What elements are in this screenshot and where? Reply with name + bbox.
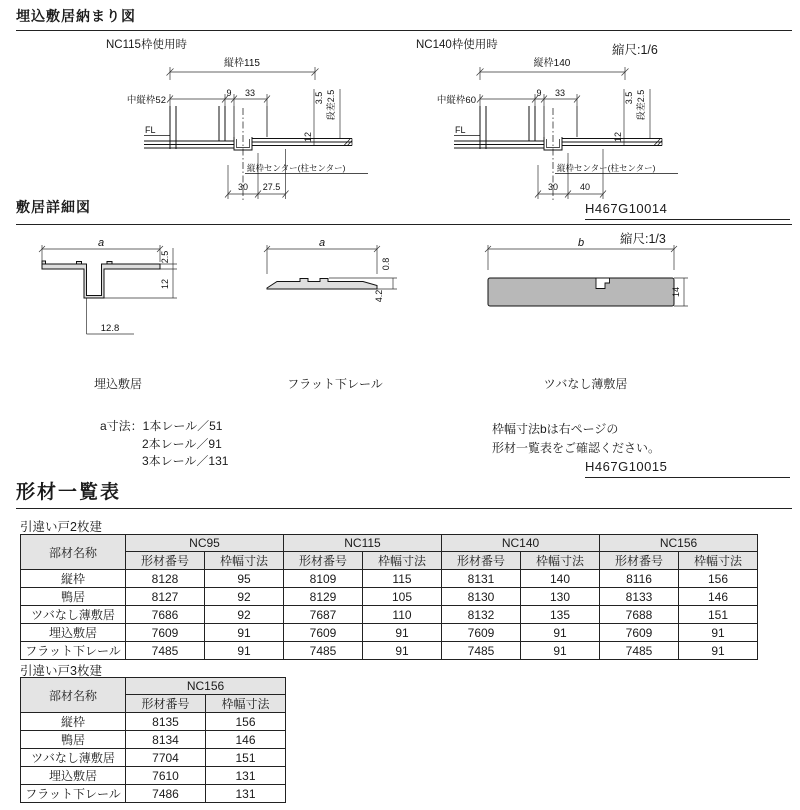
frame-width-cell: 91 [205,642,284,660]
section2-title: 敷居詳細図 [16,199,91,215]
header-group-nc115: NC115 [284,535,442,552]
dim-2-5: 2.5 [160,250,170,264]
section1-title: 埋込敷居納まり図 [16,8,136,24]
header-group-nc156: NC156 [126,678,286,695]
fl-label: FL [145,125,156,135]
part-name-cell: ツバなし薄敷居 [21,749,126,767]
table-row [21,785,286,803]
rail-dimension-notes [100,418,228,471]
profile-shape [488,278,674,306]
frame-width-cell: 130 [521,588,600,606]
profile-no-cell: 8130 [442,588,521,606]
dim-9: 9 [536,88,542,98]
table2-caption: 引違い戸3枚建 [20,664,102,678]
part-name-cell: フラット下レール [21,642,126,660]
dim-30: 30 [237,182,249,192]
profile-no-cell: 7485 [284,642,363,660]
profile-table-3panel [20,677,286,803]
dim-mid-frame: 中縦枠60 [436,95,476,106]
part-name-cell: 埋込敷居 [21,767,126,785]
dim-right: 40 [579,182,591,192]
subheader-frame-width: 枠幅寸法 [206,695,286,713]
subheader-profile-no: 形材番号 [284,552,363,570]
section3-divider [16,508,792,509]
frame-width-cell: 91 [205,624,284,642]
doc-code-2: H467G10015 [585,459,790,478]
dim-frame-width: 縦枠140 [533,58,571,69]
dim-frame-width: 縦枠115 [224,58,260,69]
dim-12: 12 [613,131,623,143]
profile-no-cell: 7610 [126,767,206,785]
profile-shape [267,279,377,290]
table-row [21,624,758,642]
profile-no-cell: 7704 [126,749,206,767]
frame-width-cell: 146 [679,588,758,606]
thin-sill-drawing [478,234,693,362]
section2-divider [16,224,792,225]
subheader-profile-no: 形材番号 [126,695,206,713]
frame-width-cell: 131 [206,785,286,803]
profile-no-cell: 7609 [284,624,363,642]
header-group-nc95: NC95 [126,535,284,552]
dimension-lines [167,67,341,199]
note-line: 枠幅寸法bは右ページの [492,422,619,436]
dim-step: 段差2.5 [326,89,336,121]
header-group-nc140: NC140 [442,535,600,552]
part-name-cell: 縦枠 [21,713,126,731]
frame-width-cell: 156 [206,713,286,731]
frame-width-cell: 105 [363,588,442,606]
frame-width-cell: 151 [206,749,286,767]
part-name-cell: 鴨居 [21,588,126,606]
frame-width-cell: 92 [205,606,284,624]
subheader-frame-width: 枠幅寸法 [679,552,758,570]
profile-shape [42,261,160,298]
detail-thin-sill [478,234,693,392]
dim-12: 12 [160,278,170,290]
dim-9: 9 [226,88,232,98]
profile-no-cell: 8135 [126,713,206,731]
note-line: 2本レール／91 [142,436,222,451]
profile-no-cell: 7485 [126,642,205,660]
subheader-profile-no: 形材番号 [126,552,205,570]
dim-12: 12 [303,131,313,143]
part-name-cell: 縦枠 [21,570,126,588]
note-line: a寸法：1本レール／51 [100,419,223,433]
table-row [21,570,758,588]
frame-width-cell: 91 [363,642,442,660]
profile-no-cell: 7686 [126,606,205,624]
dim-30: 30 [547,182,559,192]
profile-no-cell: 8127 [126,588,205,606]
profile-no-cell: 8132 [442,606,521,624]
dim-step: 段差2.5 [636,89,646,121]
flat-rail-drawing [255,234,415,362]
frame-width-cell: 115 [363,570,442,588]
profile-no-cell: 7688 [600,606,679,624]
frame-width-cell: 135 [521,606,600,624]
profile-no-cell: 7485 [600,642,679,660]
table1-caption: 引違い戸2枚建 [20,520,102,534]
profile-no-cell: 8128 [126,570,205,588]
table-row [21,767,286,785]
profile-no-cell: 8116 [600,570,679,588]
table-row [21,588,758,606]
center-label: 縦枠センター(柱センター) [247,163,346,173]
section3-title: 形材一覧表 [16,482,122,503]
detail-flat-rail [255,234,415,392]
table-row [21,749,286,767]
profile-table-2panel [20,534,758,660]
dim-33: 33 [554,88,566,98]
dim-0-8: 0.8 [381,257,391,271]
frame-width-cell: 110 [363,606,442,624]
dimension-lines [477,67,651,199]
table-row [21,713,286,731]
profile-no-cell: 8129 [284,588,363,606]
profile-no-cell: 7687 [284,606,363,624]
installation-drawing-nc140 [410,53,710,205]
dim-12-8: 12.8 [100,323,120,334]
installation-drawing-nc115 [100,53,400,205]
frame-width-cell: 91 [679,624,758,642]
profile-no-cell: 7485 [442,642,521,660]
frame-width-cell: 140 [521,570,600,588]
dim-mid-frame: 中縦枠52 [126,95,166,106]
part-name-cell: フラット下レール [21,785,126,803]
dim-b: b [577,237,585,249]
table-row [21,606,758,624]
doc-code-1: H467G10014 [585,201,790,220]
profile-no-cell: 7609 [442,624,521,642]
subheader-frame-width: 枠幅寸法 [521,552,600,570]
installation-diagram-nc115 [100,36,400,210]
profile-no-cell: 8131 [442,570,521,588]
detail-caption-embedded-sill: 埋込敷居 [93,377,142,391]
scale-note-1: 縮尺:1/6 [612,43,658,57]
frame-width-note [492,420,660,458]
dim-right: 27.5 [262,182,281,192]
dim-14: 14 [671,286,681,298]
detail-caption-thin-sill: ツバなし薄敷居 [543,377,628,391]
scale-note-2: 縮尺:1/3 [620,232,666,246]
profile-no-cell: 8133 [600,588,679,606]
frame-width-cell: 146 [206,731,286,749]
frame-width-cell: 156 [679,570,758,588]
section1-divider [16,30,792,31]
diagram-nc115-title: NC115枠使用時 [106,39,187,51]
frame-width-cell: 151 [679,606,758,624]
frame-width-cell: 131 [206,767,286,785]
subheader-frame-width: 枠幅寸法 [363,552,442,570]
frame-width-cell: 91 [679,642,758,660]
note-line: 3本レール／131 [142,454,229,468]
subheader-profile-no: 形材番号 [442,552,521,570]
diagram-nc140-title: NC140枠使用時 [416,39,498,51]
profile-no-cell: 8134 [126,731,206,749]
subheader-frame-width: 枠幅寸法 [205,552,284,570]
table-row [21,731,286,749]
part-name-cell: 鴨居 [21,731,126,749]
dim-33: 33 [244,88,256,98]
dim-3-5: 3.5 [624,91,634,105]
dim-a: a [318,237,326,249]
installation-diagram-nc140 [410,36,710,210]
profile-no-cell: 7486 [126,785,206,803]
profile-no-cell: 8109 [284,570,363,588]
header-group-nc156: NC156 [600,535,758,552]
frame-width-cell: 92 [205,588,284,606]
table-row [21,642,758,660]
note-line: 形材一覧表をご確認ください。 [492,441,661,455]
profile-no-cell: 7609 [126,624,205,642]
header-part-name: 部材名称 [21,535,126,570]
frame-width-cell: 91 [521,624,600,642]
detail-embedded-sill [28,234,208,392]
part-name-cell: ツバなし薄敷居 [21,606,126,624]
fl-label: FL [455,125,466,135]
frame-width-cell: 95 [205,570,284,588]
subheader-profile-no: 形材番号 [600,552,679,570]
header-part-name: 部材名称 [21,678,126,713]
embedded-sill-drawing [28,234,208,362]
profile-no-cell: 7609 [600,624,679,642]
frame-width-cell: 91 [521,642,600,660]
part-name-cell: 埋込敷居 [21,624,126,642]
detail-caption-flat-rail: フラット下レール [287,377,383,391]
center-label: 縦枠センター(柱センター) [557,163,656,173]
frame-width-cell: 91 [363,624,442,642]
dimension-lines [39,245,177,334]
dim-a: a [97,237,105,249]
dim-4-2: 4.2 [374,289,384,303]
dim-3-5: 3.5 [314,91,324,105]
